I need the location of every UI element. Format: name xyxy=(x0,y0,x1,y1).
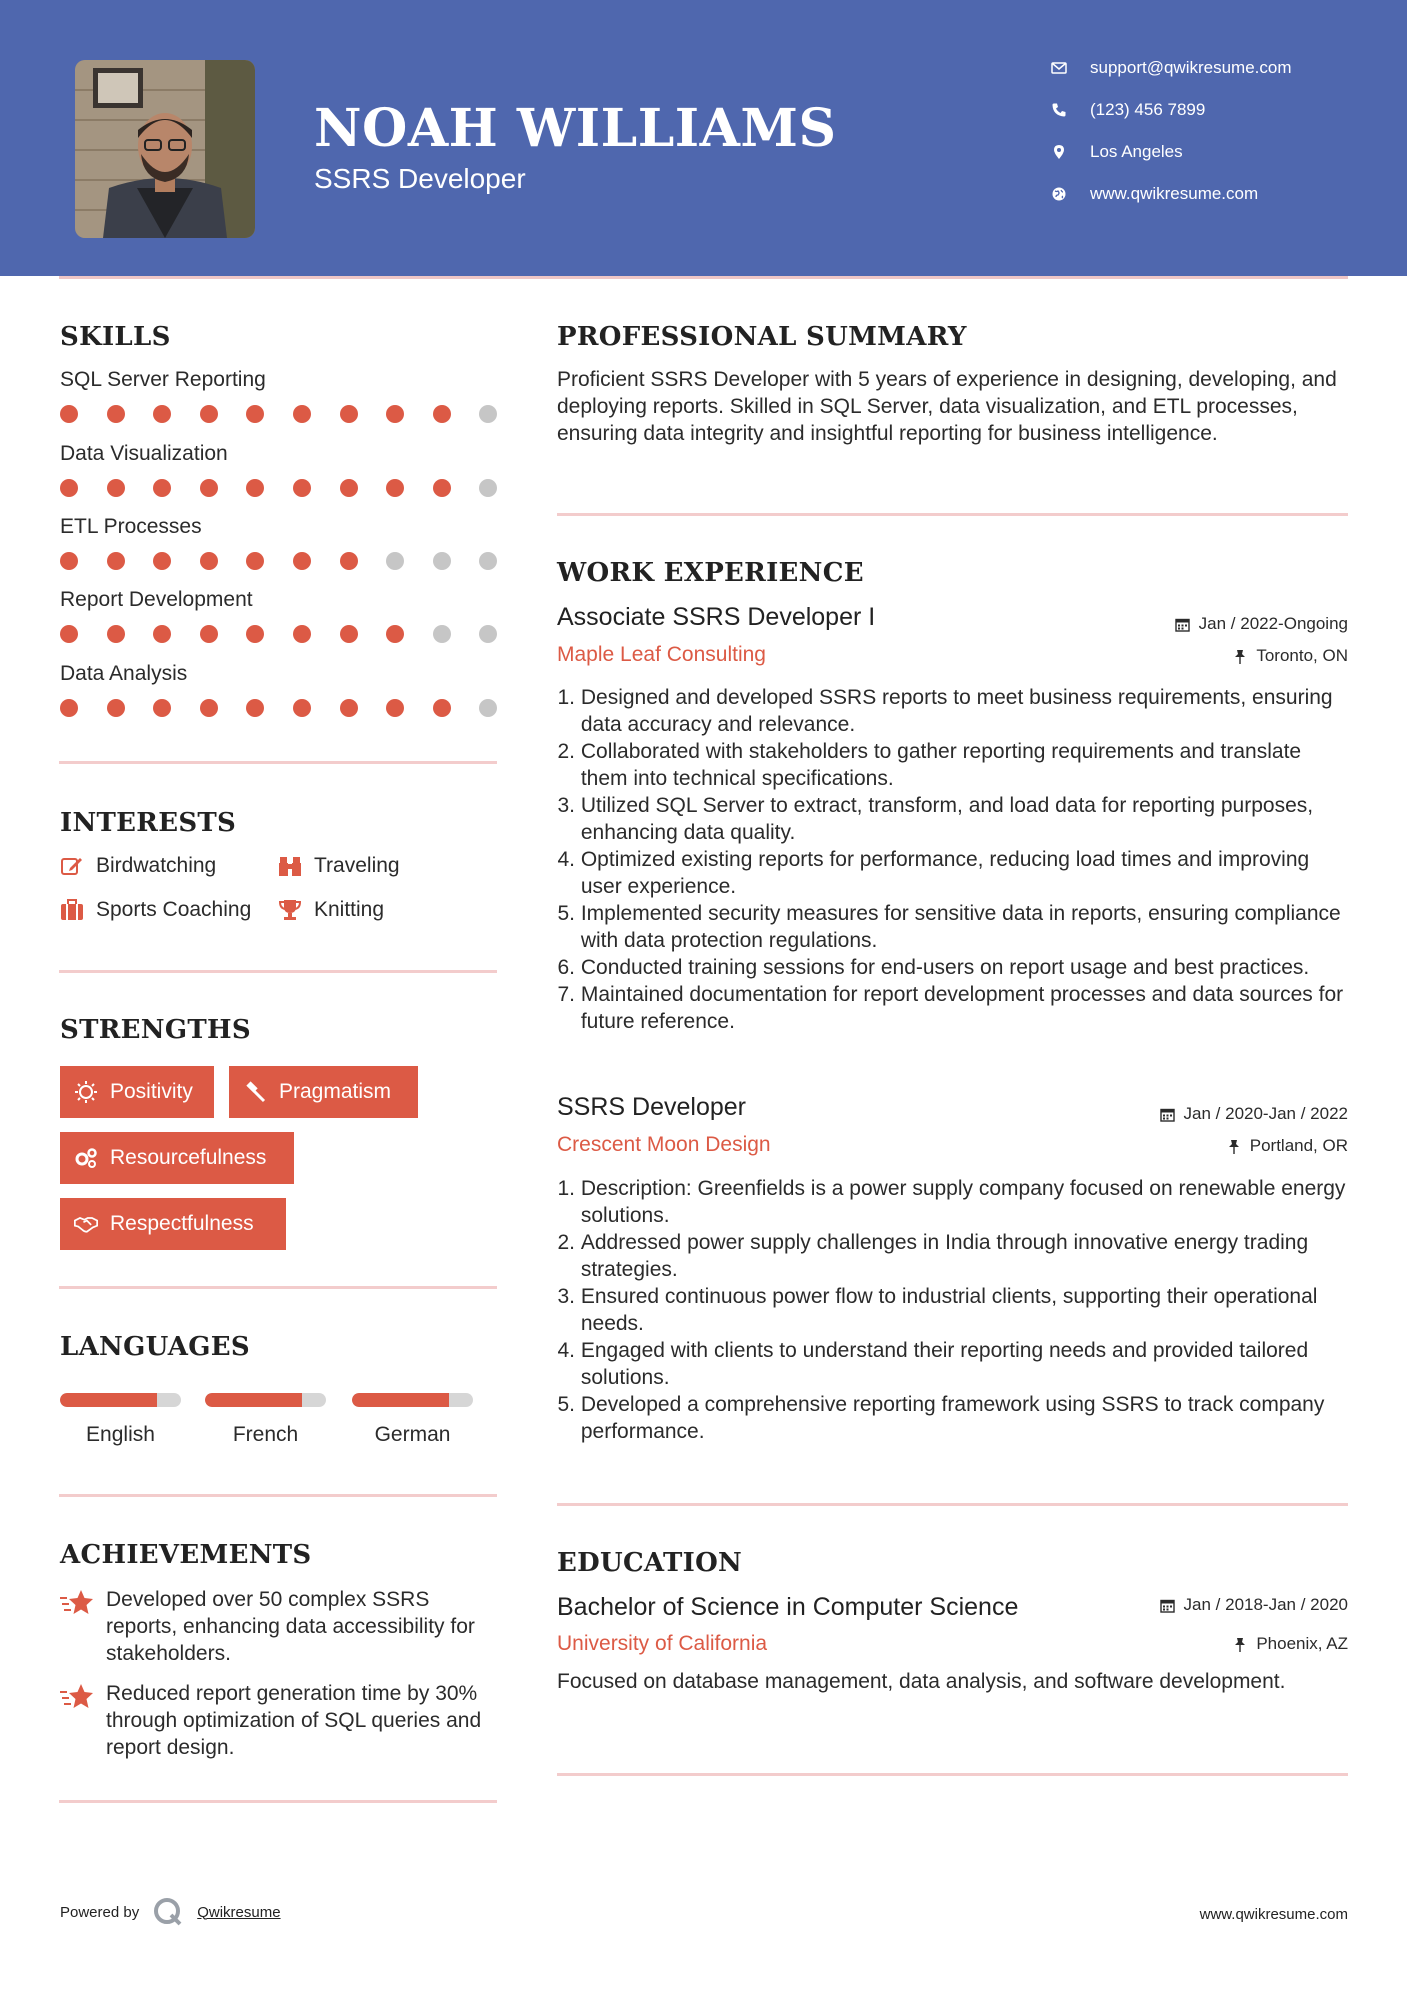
contact-website[interactable] xyxy=(1050,184,1258,204)
skill-dot-filled xyxy=(246,625,264,643)
interest-label: Sports Coaching xyxy=(96,898,252,921)
job-title: Associate SSRS Developer I xyxy=(557,603,876,631)
footer-url[interactable]: www.qwikresume.com xyxy=(1199,1906,1348,1923)
calendar-icon xyxy=(1160,1597,1176,1613)
pushpin-icon xyxy=(1232,648,1248,664)
job-location-text: Portland, OR xyxy=(1249,1136,1348,1155)
skill-dot-filled xyxy=(60,699,78,717)
achievement-text: Reduced report generation time by 30% through optimization of SQL queries and report design. xyxy=(106,1682,482,1759)
skill-dot-filled xyxy=(386,479,404,497)
skill-dot-filled xyxy=(246,479,264,497)
candidate-title: SSRS Developer xyxy=(314,163,526,194)
skill-label: Data Analysis xyxy=(60,662,188,685)
skill-dot-filled xyxy=(293,699,311,717)
skill-dot-filled xyxy=(60,405,78,423)
section-divider xyxy=(59,1800,497,1803)
language-level-bar xyxy=(352,1393,473,1407)
strength-badge xyxy=(60,1198,286,1250)
trophy-icon xyxy=(278,898,302,922)
job-dates xyxy=(1175,614,1348,634)
skill-dot-filled xyxy=(293,479,311,497)
skill-dot-filled xyxy=(340,699,358,717)
sun-icon xyxy=(74,1080,98,1104)
language-label: German xyxy=(374,1423,451,1446)
summary-text: Proficient SSRS Developer with 5 years of experience in designing, developing, and deploying reports. Skilled in SQL Server, data visualization, and ETL processes, ensuring data integrity and insightful reporting for business intelligence. xyxy=(557,368,1337,445)
skill-rating-dots xyxy=(60,552,500,570)
achievement-item xyxy=(60,1586,500,1667)
skill-dot-empty xyxy=(386,552,404,570)
language-level-bar xyxy=(60,1393,181,1407)
skill-dot-filled xyxy=(433,405,451,423)
star-icon xyxy=(60,1588,94,1618)
skill-dot-filled xyxy=(153,552,171,570)
school-name: University of California xyxy=(557,1632,768,1655)
list-item: 3. Utilized SQL Server to extract, transform, and load data for reporting purposes, enhancing data quality. xyxy=(557,794,1314,844)
calendar-icon xyxy=(1160,1106,1176,1122)
education-location xyxy=(1232,1634,1348,1654)
job-location-text: Toronto, ON xyxy=(1256,646,1348,665)
skills-heading: SKILLS xyxy=(60,322,171,352)
contact-email-text: support@qwikresume.com xyxy=(1090,58,1292,77)
profile-photo xyxy=(75,60,255,238)
interest-item xyxy=(60,898,251,922)
company-name: Crescent Moon Design xyxy=(557,1133,771,1156)
company-name: Maple Leaf Consulting xyxy=(557,643,766,666)
language-label: French xyxy=(232,1423,299,1446)
strength-badge xyxy=(229,1066,418,1118)
section-divider xyxy=(59,1494,497,1497)
list-item: 7. Maintained documentation for report development processes and data sources for future reference. xyxy=(557,983,1344,1033)
languages-heading: LANGUAGES xyxy=(60,1332,250,1362)
list-item: 1. Designed and developed SSRS reports to meet business requirements, ensuring data accuracy and relevance. xyxy=(557,686,1333,736)
skill-dot-filled xyxy=(107,552,125,570)
section-divider xyxy=(557,1773,1348,1776)
interest-item xyxy=(278,854,400,878)
job-dates-text: Jan / 2020-Jan / 2022 xyxy=(1183,1104,1348,1123)
skill-dot-filled xyxy=(107,405,125,423)
strength-label: Resourcefulness xyxy=(110,1146,267,1169)
skill-dot-filled xyxy=(200,699,218,717)
skill-dot-filled xyxy=(200,405,218,423)
interest-label: Birdwatching xyxy=(96,854,217,877)
interest-item xyxy=(278,898,384,922)
education-description: Focused on database management, data analysis, and software development. xyxy=(557,1670,1286,1693)
education-heading: EDUCATION xyxy=(557,1548,743,1578)
skill-rating-dots xyxy=(60,699,500,717)
skill-dot-filled xyxy=(386,405,404,423)
job-title: SSRS Developer xyxy=(557,1093,746,1121)
skill-dot-filled xyxy=(246,552,264,570)
contact-location xyxy=(1050,142,1183,162)
education-dates-text: Jan / 2018-Jan / 2020 xyxy=(1183,1595,1348,1614)
strengths-heading: STRENGTHS xyxy=(60,1015,251,1045)
skill-dot-filled xyxy=(200,479,218,497)
skill-dot-filled xyxy=(293,405,311,423)
skill-dot-empty xyxy=(479,699,497,717)
powered-by-text: Powered by xyxy=(60,1903,140,1921)
skill-label: SQL Server Reporting xyxy=(60,368,266,391)
skill-dot-filled xyxy=(200,625,218,643)
job-location xyxy=(1232,646,1348,666)
contact-location-text: Los Angeles xyxy=(1090,142,1183,161)
summary-heading: PROFESSIONAL SUMMARY xyxy=(557,322,967,352)
skill-dot-filled xyxy=(246,405,264,423)
list-item: 2. Addressed power supply challenges in India through innovative energy trading strategies. xyxy=(557,1231,1309,1281)
skill-dot-filled xyxy=(293,625,311,643)
skill-dot-filled xyxy=(107,625,125,643)
candidate-name: NOAH WILLIAMS xyxy=(314,98,837,159)
skill-label: Report Development xyxy=(60,588,253,611)
skill-dot-filled xyxy=(246,699,264,717)
list-item: 6. Conducted training sessions for end-users on report usage and best practices. xyxy=(557,956,1310,979)
skill-dot-filled xyxy=(153,625,171,643)
interest-item xyxy=(60,854,216,878)
achievement-item xyxy=(60,1680,500,1761)
skill-dot-filled xyxy=(293,552,311,570)
skill-label: ETL Processes xyxy=(60,515,202,538)
skill-rating-dots xyxy=(60,405,500,423)
language-level-fill xyxy=(60,1393,157,1407)
list-item: 5. Implemented security measures for sensitive data in reports, ensuring compliance with data protection regulations. xyxy=(557,902,1341,952)
language-level-bar xyxy=(205,1393,326,1407)
section-divider xyxy=(59,1286,497,1289)
calendar-icon xyxy=(1175,616,1191,632)
education-location-text: Phoenix, AZ xyxy=(1256,1634,1348,1653)
section-divider xyxy=(557,1503,1348,1506)
header-divider xyxy=(59,276,1348,279)
experience-heading: WORK EXPERIENCE xyxy=(557,558,864,588)
skill-dot-filled xyxy=(340,479,358,497)
strength-label: Positivity xyxy=(110,1080,193,1103)
resume-header xyxy=(0,0,1407,276)
skill-dot-filled xyxy=(153,699,171,717)
skill-dot-filled xyxy=(200,552,218,570)
skill-dot-filled xyxy=(60,625,78,643)
handshake-icon xyxy=(74,1212,98,1236)
skill-dot-filled xyxy=(60,479,78,497)
strength-badge xyxy=(60,1132,294,1184)
strength-badge xyxy=(60,1066,214,1118)
envelope-icon xyxy=(1050,59,1068,77)
qwikresume-logo-icon xyxy=(153,1897,183,1927)
skill-dot-empty xyxy=(433,625,451,643)
skill-rating-dots xyxy=(60,625,500,643)
list-item: 2. Collaborated with stakeholders to gather reporting requirements and translate them into technical specifications. xyxy=(557,740,1302,790)
job-responsibilities xyxy=(557,1175,1347,1445)
contact-email[interactable] xyxy=(1050,58,1292,78)
skill-label: Data Visualization xyxy=(60,442,228,465)
skill-dot-filled xyxy=(386,625,404,643)
skill-dot-filled xyxy=(340,552,358,570)
phone-icon xyxy=(1050,101,1068,119)
skill-dot-filled xyxy=(433,699,451,717)
interest-label: Knitting xyxy=(314,898,385,921)
briefcase-icon xyxy=(60,898,84,922)
job-responsibilities xyxy=(557,684,1347,1035)
strength-label: Respectfulness xyxy=(110,1212,254,1235)
section-divider xyxy=(557,513,1348,516)
strength-label: Pragmatism xyxy=(279,1080,392,1103)
list-item: 5. Developed a comprehensive reporting framework using SSRS to track company performance. xyxy=(557,1393,1325,1443)
contact-phone-text: (123) 456 7899 xyxy=(1090,100,1206,119)
pushpin-icon xyxy=(1226,1138,1242,1154)
star-icon xyxy=(60,1682,94,1712)
skill-dot-filled xyxy=(340,405,358,423)
footer-powered-by xyxy=(60,1897,281,1927)
skill-dot-filled xyxy=(386,699,404,717)
degree-title: Bachelor of Science in Computer Science xyxy=(557,1593,1019,1621)
binoculars-icon xyxy=(278,854,302,878)
section-divider xyxy=(59,970,497,973)
skill-dot-empty xyxy=(479,552,497,570)
skill-dot-empty xyxy=(479,479,497,497)
list-item: 3. Ensured continuous power flow to industrial clients, supporting their operational needs. xyxy=(557,1285,1318,1335)
skill-dot-filled xyxy=(153,405,171,423)
contact-phone[interactable] xyxy=(1050,100,1205,120)
skill-dot-filled xyxy=(153,479,171,497)
gears-icon xyxy=(74,1146,98,1170)
list-item: 4. Engaged with clients to understand their reporting needs and provided tailored solutions. xyxy=(557,1339,1309,1389)
skill-dot-filled xyxy=(60,552,78,570)
brand-link[interactable]: Qwikresume xyxy=(197,1903,281,1921)
language-level-fill xyxy=(352,1393,449,1407)
job-location xyxy=(1226,1136,1348,1156)
section-divider xyxy=(59,761,497,764)
achievements-heading: ACHIEVEMENTS xyxy=(60,1540,312,1570)
language-label: English xyxy=(86,1423,155,1446)
job-dates-text: Jan / 2022-Ongoing xyxy=(1198,614,1348,633)
pencil-icon xyxy=(60,854,84,878)
job-dates xyxy=(1160,1104,1348,1124)
contact-website-text: www.qwikresume.com xyxy=(1090,184,1259,203)
gavel-icon xyxy=(243,1080,267,1104)
skill-rating-dots xyxy=(60,479,500,497)
globe-icon xyxy=(1050,185,1068,203)
interest-label: Traveling xyxy=(314,854,400,877)
skill-dot-filled xyxy=(433,479,451,497)
achievement-text: Developed over 50 complex SSRS reports, enhancing data accessibility for stakeholders. xyxy=(106,1588,475,1665)
skill-dot-filled xyxy=(340,625,358,643)
map-pin-icon xyxy=(1050,143,1068,161)
pushpin-icon xyxy=(1232,1636,1248,1652)
skill-dot-empty xyxy=(479,625,497,643)
skill-dot-filled xyxy=(107,699,125,717)
language-level-fill xyxy=(205,1393,302,1407)
skill-dot-empty xyxy=(479,405,497,423)
skill-dot-empty xyxy=(433,552,451,570)
list-item: 1. Description: Greenfields is a power supply company focused on renewable energy solutions. xyxy=(557,1177,1346,1227)
interests-heading: INTERESTS xyxy=(60,808,237,838)
list-item: 4. Optimized existing reports for performance, reducing load times and improving user experience. xyxy=(557,848,1310,898)
education-dates xyxy=(1160,1595,1348,1615)
skill-dot-filled xyxy=(107,479,125,497)
